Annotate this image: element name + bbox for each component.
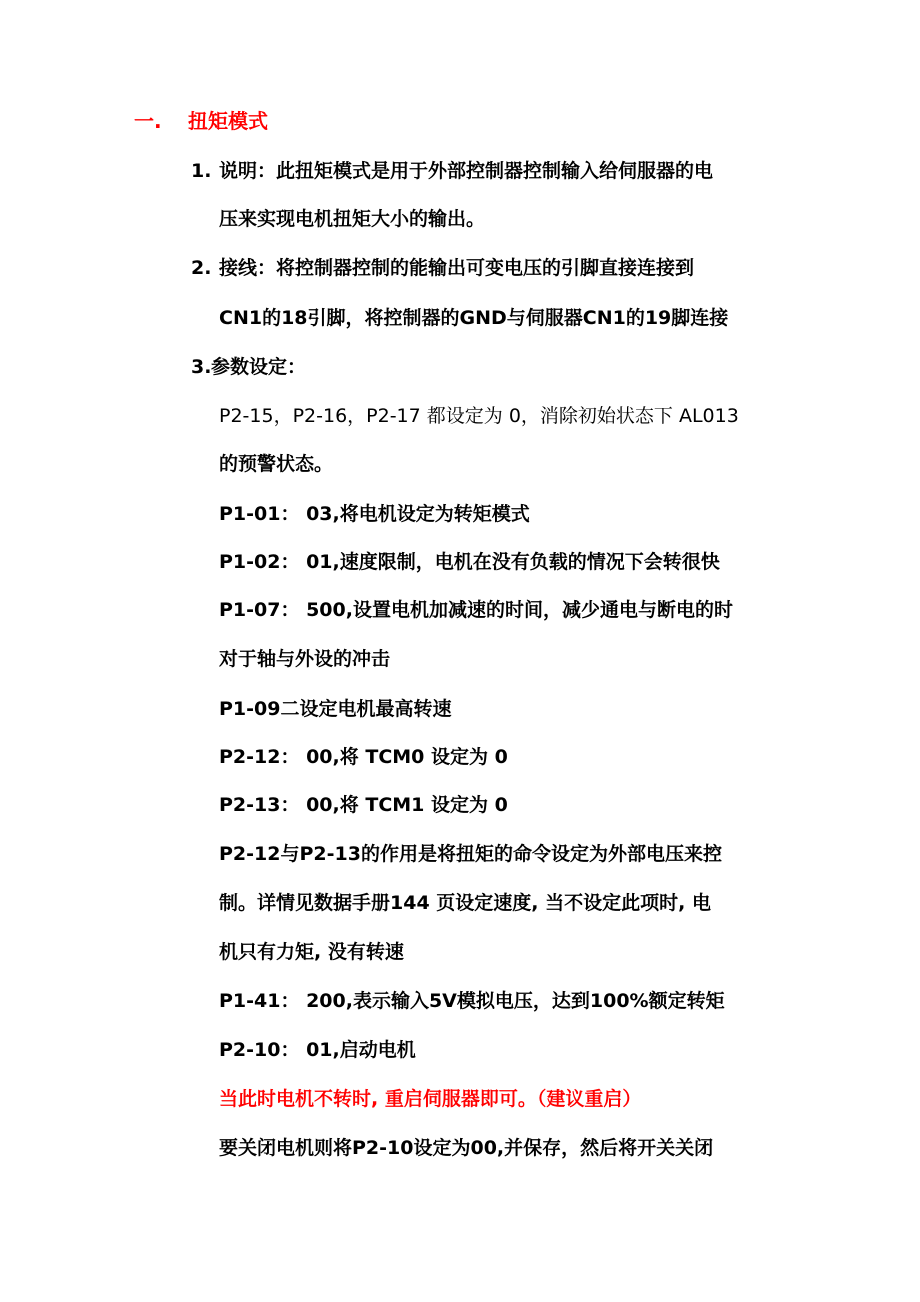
paragraph-line: 的预警状态。 (219, 453, 334, 475)
param-line: P2-13： 00,将 TCM1 设定为 0 (219, 794, 508, 816)
section-title: 扭矩模式 (188, 109, 268, 133)
paragraph-line: 压来实现电机扭矩大小的输出。 (219, 208, 486, 230)
paragraph-line: CN1的18引脚，将控制器的GND与伺服器CN1的19脚连接 (219, 307, 729, 329)
section-heading (134, 108, 268, 134)
list-item-1 (191, 159, 713, 183)
list-item-text: 参数设定： (211, 356, 307, 378)
list-item-text: 接线：将控制器控制的能输出可变电压的引脚直接连接到 (219, 257, 695, 279)
list-item-number: 3. (191, 356, 212, 378)
param-line: P1-02： 01,速度限制，电机在没有负载的情况下会转很快 (219, 551, 720, 573)
list-item-number: 1. (191, 160, 212, 182)
param-line: P1-09二设定电机最高转速 (219, 698, 452, 720)
param-line: P1-01： 03,将电机设定为转矩模式 (219, 503, 530, 525)
paragraph-line: P2-12与P2-13的作用是将扭矩的命令设定为外部电压来控 (219, 843, 722, 865)
list-item-2 (191, 256, 694, 280)
warning-line: 当此时电机不转时, 重启伺服器即可。（建议重启） (219, 1088, 642, 1110)
list-item-text: 说明：此扭矩模式是用于外部控制器控制输入给伺服器的电 (219, 160, 714, 182)
paragraph-line: 机只有力矩, 没有转速 (219, 941, 404, 963)
paragraph-line: 要关闭电机则将P2-10设定为00,并保存，然后将开关关闭 (219, 1137, 714, 1159)
paragraph-line: 制。详情见数据手册144 页设定速度, 当不设定此项时, 电 (219, 892, 711, 914)
section-number: 一. (134, 109, 162, 133)
list-item-number: 2. (191, 257, 212, 279)
list-item-3 (191, 355, 306, 379)
paragraph-line: 对于轴与外设的冲击 (219, 648, 391, 670)
param-line: P1-07： 500,设置电机加减速的时间，减少通电与断电的时 (219, 599, 733, 621)
param-line: P2-10： 01,启动电机 (219, 1039, 416, 1061)
param-line: P2-12： 00,将 TCM0 设定为 0 (219, 746, 508, 768)
param-line: P1-41： 200,表示输入5V模拟电压，达到100%额定转矩 (219, 990, 725, 1012)
paragraph-line: P2-15，P2-16，P2-17 都设定为 0，消除初始状态下 AL013 (219, 405, 739, 427)
